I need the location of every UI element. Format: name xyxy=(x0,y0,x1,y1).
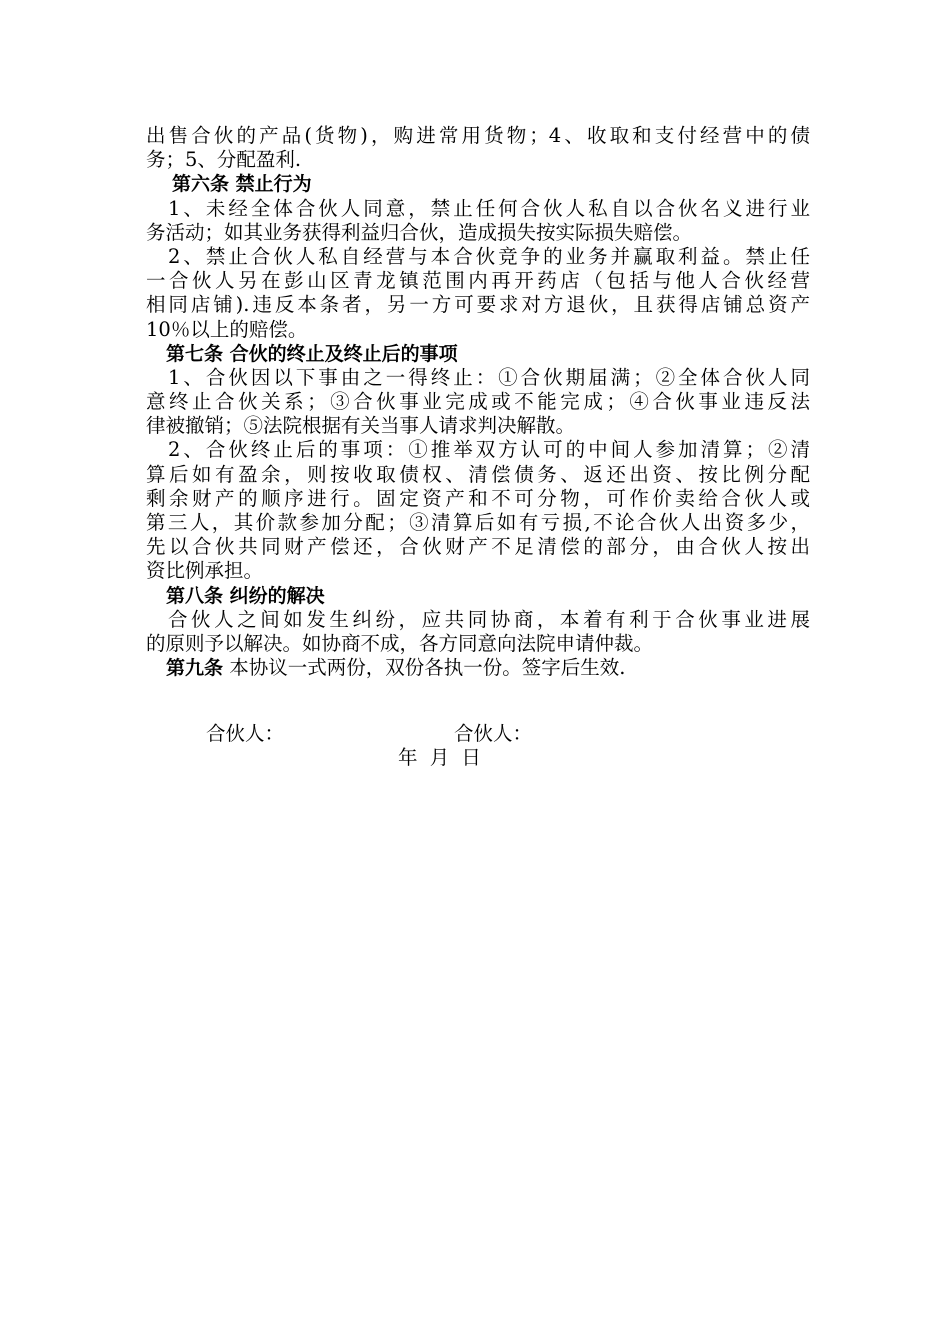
paragraph-line: 第三人，其价款参加分配；③清算后如有亏损,不论合伙人出资多少， xyxy=(146,511,810,534)
article-8-heading: 第八条 纠纷的解决 xyxy=(166,584,325,607)
paragraph-line: 的原则予以解决。如协商不成，各方同意向法院申请仲裁。 xyxy=(146,631,654,655)
paragraph-line: 剩余财产的顺序进行。固定资产和不可分物，可作价卖给合伙人或 xyxy=(146,486,810,510)
paragraph-line: 1、合伙因以下事由之一得终止：①合伙期届满；②全体合伙人同 xyxy=(168,365,810,389)
paragraph-line: 务活动；如其业务获得利益归合伙，造成损失按实际损失赔偿。 xyxy=(146,220,693,244)
article-9 xyxy=(146,656,810,680)
paragraph-line: 一合伙人另在彭山区青龙镇范围内再开药店（包括与他人合伙经营 xyxy=(146,269,810,293)
paragraph-line: 算后如有盈余，则按收取债权、清偿债务、返还出资、按比例分配 xyxy=(146,462,810,486)
partner-a-signature-label: 合伙人： xyxy=(206,722,285,745)
article-6-heading: 第六条 禁止行为 xyxy=(172,173,312,196)
article-9-text: 本协议一式两份，双份各执一份。签字后生效. xyxy=(223,656,626,680)
paragraph-line: 2、合伙终止后的事项：①推举双方认可的中间人参加清算；②清 xyxy=(168,438,810,462)
article-7-heading: 第七条 合伙的终止及终止后的事项 xyxy=(166,342,458,365)
paragraph-line: 相同店铺).违反本条者，另一方可要求对方退伙，且获得店铺总资产 xyxy=(146,293,810,317)
paragraph-line: 资比例承担。 xyxy=(146,559,264,583)
paragraph-line: 10％以上的赔偿。 xyxy=(146,317,308,341)
paragraph-line: 1、未经全体合伙人同意，禁止任何合伙人私自以合伙名义进行业 xyxy=(168,196,810,220)
paragraph-line: 出售合伙的产品(货物)，购进常用货物；4、收取和支付经营中的债 xyxy=(146,124,810,147)
paragraph-line: 意终止合伙关系；③合伙事业完成或不能完成；④合伙事业违反法 xyxy=(146,390,810,414)
article-9-heading: 第九条 xyxy=(166,657,224,680)
partner-b-signature-label: 合伙人： xyxy=(454,722,533,745)
paragraph-line: 合伙人之间如发生纠纷，应共同协商，本着有利于合伙事业进展 xyxy=(168,607,810,631)
paragraph-line: 律被撤销；⑤法院根据有关当事人请求判决解散。 xyxy=(146,414,576,438)
paragraph-line: 2、禁止合伙人私自经营与本合伙竞争的业务并赢取利益。禁止任 xyxy=(168,244,810,268)
signature-date: 年 月 日 xyxy=(398,746,481,769)
paragraph-line: 务；5、分配盈利. xyxy=(146,148,302,172)
paragraph-line: 先以合伙共同财产偿还，合伙财产不足清偿的部分，由合伙人按出 xyxy=(146,535,810,559)
document-body xyxy=(146,124,810,680)
